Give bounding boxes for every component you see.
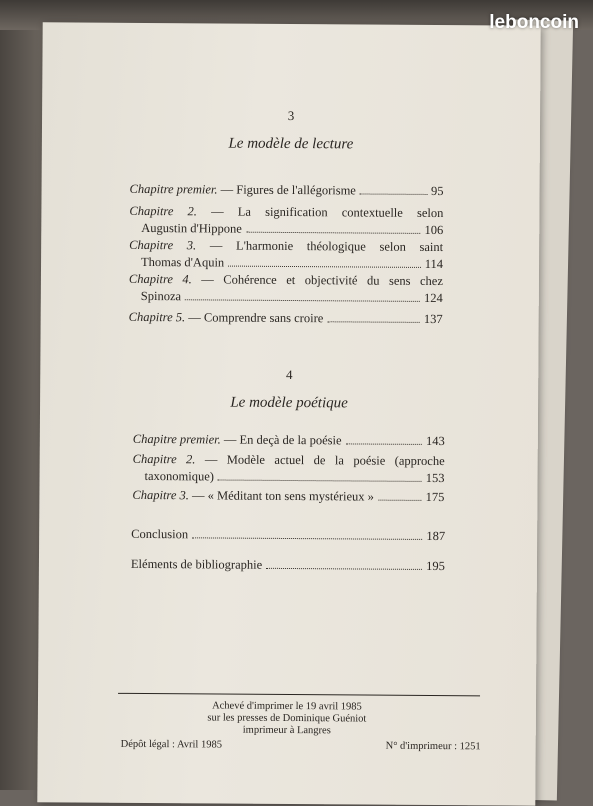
dot-leader: [327, 321, 420, 323]
toc-entry: [129, 203, 443, 239]
toc-entry: [129, 309, 443, 328]
colophon-line: imprimeur à Langres: [242, 724, 331, 737]
dot-leader: [266, 568, 422, 570]
toc-entry: [133, 451, 445, 487]
toc-entry: [130, 181, 444, 200]
page-number: 114: [424, 256, 444, 272]
page-number: 95: [431, 183, 444, 199]
page-number: 124: [424, 290, 443, 306]
bibliography-text: Eléments de bibliographie: [130, 556, 263, 572]
colophon-line: Achevé d'imprimer le 19 avril 1985: [212, 700, 362, 713]
chapter-title: — La signification contextuelle selon: [211, 204, 444, 221]
dot-leader: [185, 299, 420, 302]
section-3-number: 3: [287, 107, 295, 124]
chapter-title-continued: Augustin d'Hippone: [141, 220, 242, 236]
chapter-title: — Modèle actuel de la poésie (approche: [204, 452, 445, 469]
chapter-label: Chapitre 3.: [129, 237, 197, 253]
dot-leader: [360, 193, 427, 194]
chapter-title: — Cohérence et objectivité du sens chez: [201, 272, 443, 289]
section-3-title: Le modèle de lecture: [228, 135, 354, 153]
dot-leader: [246, 232, 421, 234]
section-4-number: 4: [285, 366, 293, 383]
conclusion-text: Conclusion: [131, 526, 189, 542]
dot-leader: [218, 480, 422, 482]
chapter-title: — Comprendre sans croire: [188, 310, 324, 326]
chapter-label: Chapitre 2.: [132, 451, 196, 467]
toc-entry-bibliography: [131, 556, 445, 575]
chapter-title: — « Méditant ton sens mystérieux »: [191, 488, 375, 504]
printer-number: N° d'imprimeur : 1251: [385, 740, 481, 753]
toc-entry-conclusion: [131, 526, 445, 545]
depot-legal: Dépôt légal : Avril 1985: [120, 738, 223, 751]
chapter-title: — L'harmonie théologique selon saint: [209, 238, 444, 255]
chapter-label: Chapitre 4.: [128, 271, 192, 287]
page-number: 143: [426, 433, 445, 449]
chapter-label: Chapitre premier.: [132, 431, 221, 447]
book-page: [37, 22, 540, 805]
toc-entry: [132, 487, 444, 506]
page-number: 195: [426, 558, 445, 574]
page-number: 153: [425, 470, 445, 486]
colophon-line: sur les presses de Dominique Guéniot: [207, 712, 367, 725]
chapter-title-continued: Spinoza: [140, 288, 182, 304]
chapter-label: Chapitre 2.: [129, 203, 197, 219]
toc-entry: [129, 237, 443, 273]
colophon: [38, 699, 536, 738]
page-number: 187: [426, 528, 446, 544]
watermark-logo: leboncoin: [489, 12, 579, 33]
dot-leader: [346, 443, 422, 445]
colophon-rule: [118, 693, 480, 697]
dot-leader: [192, 537, 422, 540]
toc-entry: [133, 431, 445, 450]
chapter-title-continued: taxonomique): [144, 468, 215, 484]
dot-leader: [378, 500, 422, 501]
toc-entry: [129, 271, 443, 307]
chapter-label: Chapitre 3.: [132, 487, 189, 503]
chapter-title: — En deçà de la poésie: [223, 432, 342, 448]
legal-footer: [121, 739, 481, 753]
dot-leader: [228, 266, 421, 268]
page-number: 106: [424, 222, 444, 238]
chapter-title-continued: Thomas d'Aquin: [141, 254, 225, 270]
page-number: 175: [425, 489, 445, 505]
chapter-label: Chapitre 5.: [128, 309, 186, 325]
section-4-title: Le modèle poétique: [230, 394, 348, 412]
chapter-title: — Figures de l'allégorisme: [220, 182, 356, 198]
chapter-label: Chapitre premier.: [129, 181, 218, 197]
page-number: 137: [423, 311, 443, 327]
